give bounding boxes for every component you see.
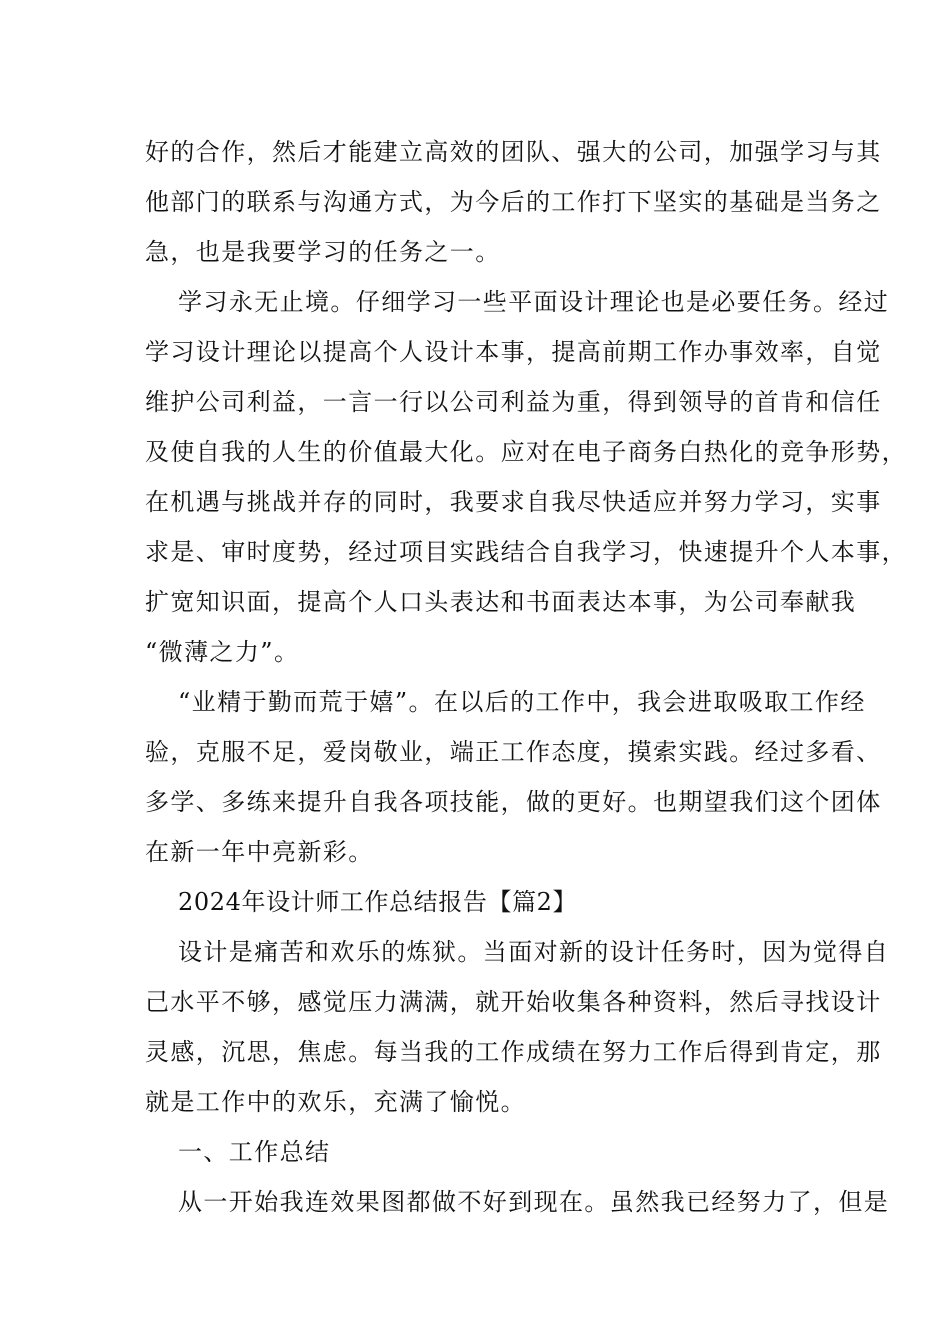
paragraph-line: 求是、审时度势，经过项目实践结合自我学习，快速提升个人本事， xyxy=(145,538,907,566)
paragraph-line: 己水平不够，感觉压力满满，就开始收集各种资料，然后寻找设计 xyxy=(145,988,882,1016)
subsection-heading: 一、工作总结 xyxy=(178,1138,331,1166)
paragraph-line: 验，克服不足，爱岗敬业，端正工作态度，摸索实践。经过多看、 xyxy=(145,738,882,766)
paragraph-line: 学习设计理论以提高个人设计本事，提高前期工作办事效率，自觉 xyxy=(145,338,882,366)
paragraph-line: 维护公司利益，一言一行以公司利益为重，得到领导的首肯和信任 xyxy=(145,388,882,416)
paragraph-line: “微薄之力”。 xyxy=(145,638,300,666)
paragraph-line: “业精于勤而荒于嬉”。在以后的工作中，我会进取吸取工作经 xyxy=(178,688,866,716)
paragraph-line: 设计是痛苦和欢乐的炼狱。当面对新的设计任务时，因为觉得自 xyxy=(178,938,890,966)
paragraph-line: 从一开始我连效果图都做不好到现在。虽然我已经努力了，但是 xyxy=(178,1188,890,1216)
paragraph-line: 好的合作，然后才能建立高效的团队、强大的公司，加强学习与其 xyxy=(145,138,882,166)
paragraph-line: 扩宽知识面，提高个人口头表达和书面表达本事，为公司奉献我 xyxy=(145,588,857,616)
paragraph-line: 在机遇与挑战并存的同时，我要求自我尽快适应并努力学习，实事 xyxy=(145,488,882,516)
paragraph-line: 他部门的联系与沟通方式，为今后的工作打下坚实的基础是当务之 xyxy=(145,188,882,216)
paragraph-line: 灵感，沉思，焦虑。每当我的工作成绩在努力工作后得到肯定，那 xyxy=(145,1038,882,1066)
paragraph-line: 就是工作中的欢乐，充满了愉悦。 xyxy=(145,1088,526,1116)
paragraph-line: 多学、多练来提升自我各项技能，做的更好。也期望我们这个团体 xyxy=(145,788,882,816)
section-heading: 2024年设计师工作总结报告【篇2】 xyxy=(178,888,578,916)
paragraph-line: 及使自我的人生的价值最大化。应对在电子商务白热化的竞争形势， xyxy=(145,438,907,466)
paragraph-line: 学习永无止境。仔细学习一些平面设计理论也是必要任务。经过 xyxy=(178,288,890,316)
paragraph-line: 急，也是我要学习的任务之一。 xyxy=(145,238,501,266)
paragraph-line: 在新一年中亮新彩。 xyxy=(145,838,374,866)
